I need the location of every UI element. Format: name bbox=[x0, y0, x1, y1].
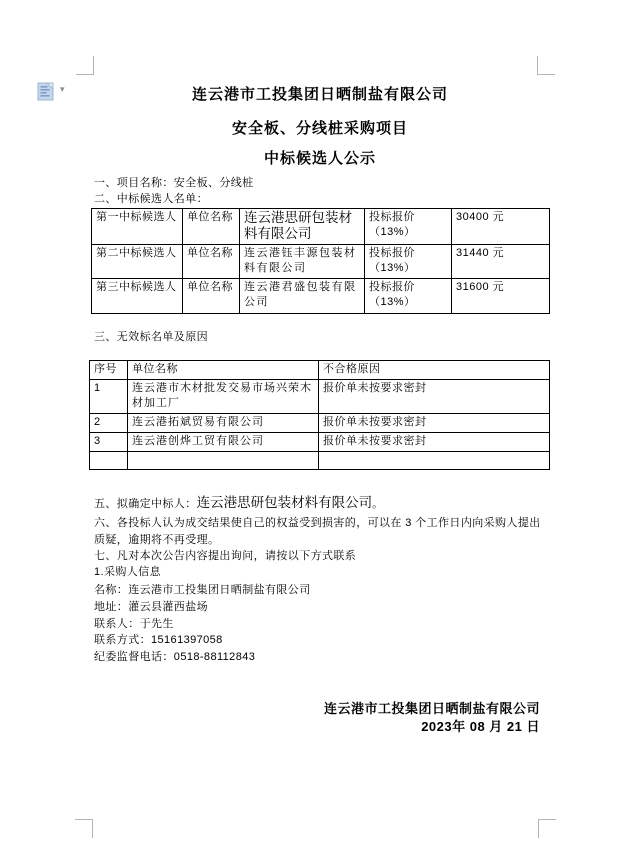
crop-mark-top-right bbox=[537, 56, 555, 75]
signature-company: 连云港市工投集团日晒制盐有限公司 bbox=[323, 701, 540, 716]
doc-title-notice: 中标候选人公示 bbox=[263, 150, 376, 167]
section-candidate-list-heading: 二、中标候选人名单： bbox=[94, 193, 208, 205]
candidate-company: 连云港君盛包装有限公司 bbox=[240, 279, 365, 314]
price-label: 投标报价（13%） bbox=[365, 209, 452, 245]
candidate-price: 31600 元 bbox=[452, 279, 550, 314]
price-label: 投标报价（13%） bbox=[365, 245, 452, 279]
section-contact-notice: 七、凡对本次公告内容提出询问，请按以下方式联系 bbox=[94, 550, 357, 562]
unit-label: 单位名称 bbox=[183, 209, 240, 245]
row-no: 2 bbox=[90, 414, 128, 433]
candidate-rank: 第一中标候选人 bbox=[92, 209, 183, 245]
unit-label: 单位名称 bbox=[183, 245, 240, 279]
table-row bbox=[92, 209, 550, 245]
table-row bbox=[90, 380, 550, 414]
section-invalid-bids-heading: 三、无效标名单及原因 bbox=[94, 331, 208, 343]
invalid-reason bbox=[319, 452, 550, 470]
candidate-price: 30400 元 bbox=[452, 209, 550, 245]
candidates-table bbox=[91, 208, 550, 314]
col-header-reason: 不合格原因 bbox=[319, 361, 550, 380]
signature-date: 2023年 08 月 21 日 bbox=[421, 719, 540, 734]
table-row bbox=[90, 452, 550, 470]
awarded-bidder-period: 。 bbox=[372, 498, 384, 510]
candidate-price: 31440 元 bbox=[452, 245, 550, 279]
invalid-reason: 报价单未按要求密封 bbox=[319, 380, 550, 414]
awarded-bidder-prefix: 五、拟确定中标人： bbox=[94, 498, 197, 510]
invalid-reason: 报价单未按要求密封 bbox=[319, 414, 550, 433]
candidate-rank: 第三中标候选人 bbox=[92, 279, 183, 314]
table-row bbox=[90, 414, 550, 433]
candidate-company: 连云港思研包装材料有限公司 bbox=[240, 209, 365, 245]
paste-options-button[interactable] bbox=[36, 81, 72, 105]
crop-mark-top-left bbox=[76, 56, 94, 75]
table-row bbox=[92, 279, 550, 314]
buyer-address: 地址：灌云县灌西盐场 bbox=[94, 601, 208, 613]
doc-title-company: 连云港市工投集团日晒制盐有限公司 bbox=[191, 86, 448, 103]
row-no: 1 bbox=[90, 380, 128, 414]
invalid-company: 连云港拓斌贸易有限公司 bbox=[128, 414, 319, 433]
buyer-contact-person: 联系人：于先生 bbox=[94, 618, 174, 630]
row-no bbox=[90, 452, 128, 470]
table-row bbox=[92, 245, 550, 279]
crop-mark-bottom-right bbox=[538, 819, 556, 838]
candidate-company: 连云港钰丰源包装材料有限公司 bbox=[240, 245, 365, 279]
col-header-company: 单位名称 bbox=[128, 361, 319, 380]
table-header-row bbox=[90, 361, 550, 380]
unit-label: 单位名称 bbox=[183, 279, 240, 314]
buyer-phone: 联系方式：15161397058 bbox=[94, 634, 223, 646]
col-header-no: 序号 bbox=[90, 361, 128, 380]
invalid-company: 连云港市木材批发交易市场兴荣木材加工厂 bbox=[128, 380, 319, 414]
table-row bbox=[90, 433, 550, 452]
section-objection-notice: 六、各投标人认为成交结果使自己的权益受到损害的，可以在 3 个工作日内向采购人提出质疑，逾期将不再受理。 bbox=[94, 517, 541, 546]
crop-mark-bottom-left bbox=[75, 819, 93, 838]
invalid-bids-table bbox=[89, 360, 550, 470]
candidate-rank: 第二中标候选人 bbox=[92, 245, 183, 279]
buyer-name: 名称：连云港市工投集团日晒制盐有限公司 bbox=[94, 584, 311, 596]
awarded-bidder-company: 连云港思研包装材料有限公司 bbox=[196, 495, 373, 510]
row-no: 3 bbox=[90, 433, 128, 452]
clipboard-paste-icon bbox=[36, 81, 57, 102]
buyer-supervision-phone: 纪委监督电话：0518-88112843 bbox=[94, 651, 256, 663]
section-project-name: 一、项目名称：安全板、分线桩 bbox=[94, 177, 254, 189]
invalid-company: 连云港创烨工贸有限公司 bbox=[128, 433, 319, 452]
doc-title-project: 安全板、分线桩采购项目 bbox=[231, 120, 408, 137]
price-label: 投标报价（13%） bbox=[365, 279, 452, 314]
buyer-info-heading: 1.采购人信息 bbox=[94, 566, 161, 578]
invalid-reason: 报价单未按要求密封 bbox=[319, 433, 550, 452]
invalid-company bbox=[128, 452, 319, 470]
section-awarded-bidder bbox=[94, 495, 550, 512]
chevron-down-icon[interactable]: ▾ bbox=[60, 84, 65, 94]
